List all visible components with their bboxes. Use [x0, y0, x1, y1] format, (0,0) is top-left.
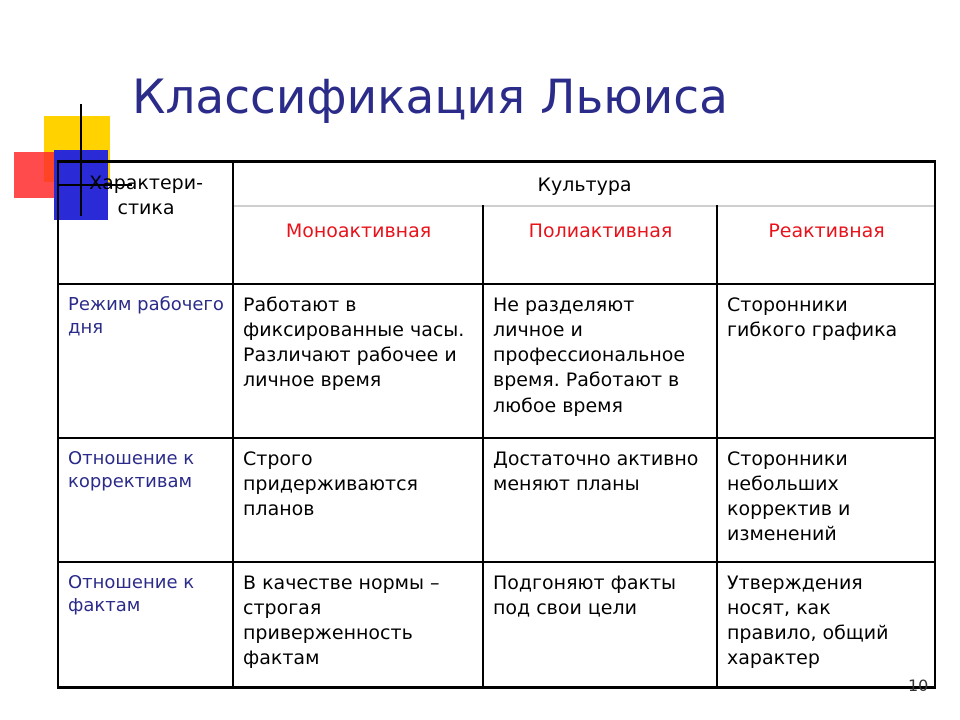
column-header-monoactive: Моноактивная: [233, 206, 483, 284]
culture-header: Культура: [233, 162, 935, 206]
characteristic-header-line2: стика: [117, 197, 175, 220]
row-label-facts: Отношение к фактам: [58, 562, 233, 688]
table-cell: Сторонники небольших корректив и изменений: [717, 438, 935, 562]
column-header-reactive: Реактивная: [717, 206, 935, 284]
table-row: [58, 562, 935, 688]
characteristic-header: [58, 162, 233, 284]
table-cell: Достаточно активно меняют планы: [483, 438, 717, 562]
slide-title: Классификация Льюиса: [132, 70, 728, 125]
row-label-corrections: Отношение к коррективам: [58, 438, 233, 562]
table-row: [58, 284, 935, 438]
table-cell: Работают в фиксированные часы. Различают рабочее и личное время: [233, 284, 483, 438]
column-header-polyactive: Полиактивная: [483, 206, 717, 284]
table-cell: В качестве нормы – строгая приверженность фактам: [233, 562, 483, 688]
table-cell: Не разделяют личное и профессиональное время. Работают в любое время: [483, 284, 717, 438]
table-row: [58, 438, 935, 562]
table-cell: Утверждения носят, как правило, общий характер: [717, 562, 935, 688]
page-number: 10: [908, 676, 929, 695]
table-cell: Строго придерживаются планов: [233, 438, 483, 562]
row-label-work-schedule: Режим рабочего дня: [58, 284, 233, 438]
characteristic-header-line1: Характери-: [89, 172, 203, 194]
lewis-classification-table: [57, 160, 936, 689]
table-cell: Подгоняют факты под свои цели: [483, 562, 717, 688]
table-cell: Сторонники гибкого графика: [717, 284, 935, 438]
